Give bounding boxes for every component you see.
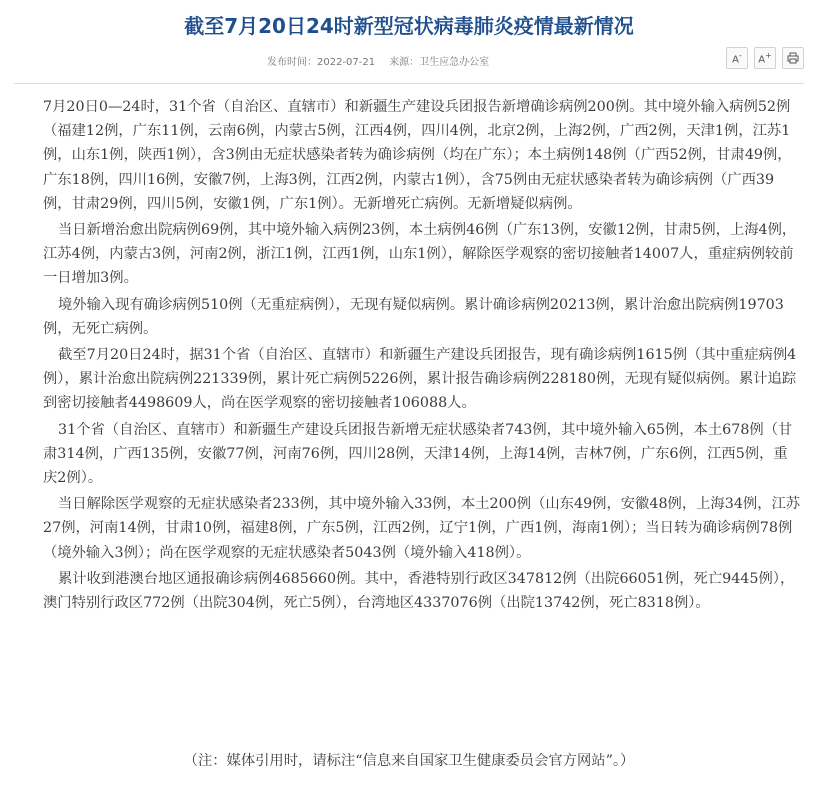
font-increase-button[interactable] bbox=[754, 47, 776, 69]
paragraph: 7月20日0—24时，31个省（自治区、直辖市）和新疆生产建设兵团报告新增确诊病例200例。其中境外输入病例52例（福建12例，广东11例，云南6例，内蒙古5例，江西4例，四川4例，北京2例，上海2例，广西2例，天津1例，江苏1例，山东1例，陕西1例），含3例由无症状感染者转为确诊病例（均在广东）；本土病例148例（广西52例，甘肃49例，广东18例，四川16例，安徽7例，上海3例，江西2例，内蒙古1例），含75例由无症状感染者转为确诊病例（广西39例，甘肃29例，四川5例，安徽1例，广东1例）。无新增死亡病例。无新增疑似病例。 bbox=[43, 99, 792, 212]
printer-icon bbox=[787, 52, 799, 64]
paragraph: 截至7月20日24时，据31个省（自治区、直辖市）和新疆生产建设兵团报告，现有确诊病例1615例（其中重症病例4例），累计治愈出院病例221339例，累计死亡病例5226例，累计报告确诊病例228180例，无现有疑似病例。累计追踪到密切接触者4498609人，尚在医学观察的密切接触者106088人。 bbox=[43, 347, 797, 412]
font-decrease-icon: A- bbox=[732, 50, 742, 66]
paragraph: 31个省（自治区、直辖市）和新疆生产建设兵团报告新增无症状感染者743例，其中境外输入65例，本土678例（甘肃314例，广西135例，安徽77例，河南76例，四川28例，天津14例，上海14例，吉林7例，广东6例，江西5例，重庆2例）。 bbox=[43, 421, 793, 487]
publish-label: 发布时间： bbox=[267, 57, 317, 68]
paragraph: 当日解除医学观察的无症状感染者233例，其中境外输入33例，本土200例（山东49例，安徽48例，上海34例，江苏27例，河南14例，甘肃10例，福建8例，广东5例，江西2例，辽宁1例，广西1例，海南1例）；当日转为确诊病例78例（境外输入3例）；尚在医学观察的无症状感染者5043例（境外输入418例）。 bbox=[43, 496, 801, 561]
article-body bbox=[43, 95, 801, 617]
font-increase-icon: A+ bbox=[758, 50, 772, 66]
paragraph: 累计收到港澳台地区通报确诊病例4685660例。其中，香港特别行政区347812例（出院66051例，死亡9445例），澳门特别行政区772例（出院304例，死亡5例），台湾地区4337076例（出院13742例，死亡8318例）。 bbox=[43, 570, 795, 612]
citation-note: （注：媒体引用时，请标注“信息来自国家卫生健康委员会官方网站”。） bbox=[183, 753, 635, 769]
paragraph: 当日新增治愈出院病例69例，其中境外输入病例23例，本土病例46例（广东13例，安徽12例，甘肃5例，上海4例，江苏4例，内蒙古3例，河南2例，浙江1例，江西1例，山东1例），解除医学观察的密切接触者14007人，重症病例较前一日增加3例。 bbox=[43, 222, 797, 287]
source-label: 来源： bbox=[389, 57, 420, 68]
font-decrease-button[interactable] bbox=[726, 47, 748, 69]
print-button[interactable] bbox=[782, 47, 804, 69]
article-toolbar bbox=[726, 47, 804, 69]
publish-info bbox=[267, 53, 489, 68]
page-title: 截至7月20日24时新型冠状病毒肺炎疫情最新情况 bbox=[184, 14, 634, 38]
paragraph: 境外输入现有确诊病例510例（无重症病例），无现有疑似病例。累计确诊病例20213例，累计治愈出院病例19703例，无死亡病例。 bbox=[43, 296, 784, 337]
title-divider bbox=[14, 83, 804, 84]
article-meta bbox=[0, 50, 818, 73]
publish-date: 2022-07-21 bbox=[317, 57, 376, 68]
source-name: 卫生应急办公室 bbox=[419, 57, 490, 68]
